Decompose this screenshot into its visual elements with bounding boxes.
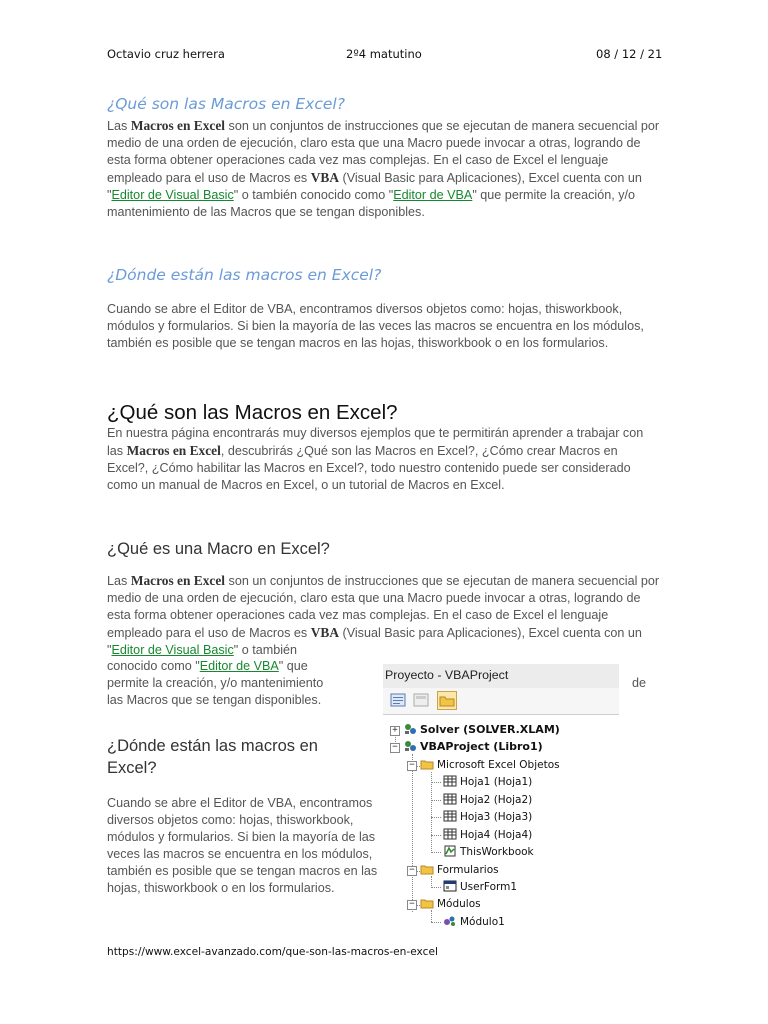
userform-icon (443, 880, 457, 892)
author-name: Octavio cruz herrera (107, 47, 225, 61)
section4-paragraph: Las Macros en Excel son un conjuntos de instrucciones que se ejecutan de manera secuencial por medio de una orden de ejecución, claro esta que una Macro puede invocar a otras, logrando de esta forma obtener operaciones cada vez mas complejas. En el caso de Excel el lenguaje empleado para el uso de Macros es VBA (Visual Basic para Aplicaciones), Excel cuenta con un "Editor de Visual Basic" o también (107, 573, 660, 658)
section5-title: ¿Dónde están las macros en Excel? (107, 737, 318, 777)
date-label: 08 / 12 / 21 (596, 47, 663, 61)
section4-paragraph-wrap: conocido como "Editor de VBA" que permite la creación, y/o mantenimiento las Macros que se tengan disponibles. (107, 659, 324, 708)
expand-solver-icon[interactable]: + (390, 726, 400, 736)
folder-icon (420, 758, 434, 770)
section4-title: ¿Qué es una Macro en Excel? (107, 540, 330, 558)
section3-paragraph: En nuestra página encontrarás muy diversos ejemplos que te permitirán aprender a trabajar con las Macros en Excel, descubrirás ¿Qué son las Macros en Excel?, ¿Cómo crear Macros en Excel?, ¿Cómo habilitar las Macros en Excel?, todo nuestro contenido puede ser considerado como un manual de Macros en Excel, o un tutorial de Macros en Excel. (107, 426, 644, 493)
vba-project-icon (403, 723, 417, 735)
section1-title: ¿Qué son las Macros en Excel? (107, 95, 345, 113)
folder-icon (420, 897, 434, 909)
collapse-modulos-icon[interactable]: − (407, 900, 417, 910)
worksheet-icon (443, 828, 457, 840)
tree-node-thisworkbook[interactable]: ThisWorkbook (443, 845, 534, 859)
tree-node-hoja1[interactable]: Hoja1 (Hoja1) (443, 775, 532, 789)
tree-node-modulos[interactable]: Módulos (420, 897, 481, 911)
workbook-icon (443, 845, 457, 857)
section1-paragraph: Las Macros en Excel son un conjuntos de instrucciones que se ejecutan de manera secuencial por medio de una orden de ejecución, claro esta que una Macro puede invocar a otras, logrando de esta forma obtener operaciones cada vez mas complejas. En el caso de Excel el lenguaje empleado para el uso de Macros es VBA (Visual Basic para Aplicaciones), Excel cuenta con un "Editor de Visual Basic" o también conocido como "Editor de VBA" que permite la creación, y/o mantenimiento de las Macros que se tengan disponibles. (107, 118, 660, 220)
group-label: 2º4 matutino (346, 47, 422, 61)
tree-node-hoja4[interactable]: Hoja4 (Hoja4) (443, 828, 532, 842)
link-editor-vba-2[interactable]: Editor de VBA (199, 659, 279, 673)
view-code-icon[interactable] (390, 693, 407, 708)
section2-title: ¿Dónde están las macros en Excel? (107, 266, 382, 284)
link-editor-vba[interactable]: Editor de VBA (393, 188, 473, 203)
section4-paragraph-tail: de (632, 676, 647, 690)
toggle-folders-icon[interactable] (437, 691, 457, 710)
section2-paragraph: Cuando se abre el Editor de VBA, encontramos diversos objetos como: hojas, thisworkbook, módulos y formularios. Si bien la mayoría de las veces las macros se encuentra en los módulos, también es posible que se tengan macros en las hojas, thisworkbook o en los formularios. (107, 302, 644, 351)
tree-node-vbaproject[interactable]: VBAProject (Libro1) (403, 740, 543, 754)
vba-project-icon (403, 740, 417, 752)
link-editor-visual-basic[interactable]: Editor de Visual Basic (111, 188, 234, 203)
collapse-project-icon[interactable]: − (390, 743, 400, 753)
vba-project-explorer (383, 664, 619, 932)
tree-node-userform1[interactable]: UserForm1 (443, 880, 517, 894)
collapse-objetos-icon[interactable]: − (407, 761, 417, 771)
tree-node-excel-objetos[interactable]: Microsoft Excel Objetos (420, 758, 560, 772)
worksheet-icon (443, 775, 457, 787)
vba-toolbar (383, 688, 619, 715)
tree-node-formularios[interactable]: Formularios (420, 863, 499, 877)
folder-icon (420, 863, 434, 875)
source-url[interactable]: https://www.excel-avanzado.com/que-son-las-macros-en-excel (107, 946, 438, 958)
section5-paragraph: Cuando se abre el Editor de VBA, encontramos diversos objetos como: hojas, thisworkbook, módulos y formularios. Si bien la mayoría de las veces las macros se encuentra en los módulos, también es posible que se tengan macros en las hojas, thisworkbook o en los formularios. (107, 796, 378, 896)
link-editor-visual-basic-2[interactable]: Editor de Visual Basic (111, 643, 234, 658)
worksheet-icon (443, 810, 457, 822)
worksheet-icon (443, 793, 457, 805)
view-object-icon[interactable] (413, 693, 430, 708)
tree-node-hoja3[interactable]: Hoja3 (Hoja3) (443, 810, 532, 824)
tree-node-solver[interactable]: Solver (SOLVER.XLAM) (403, 723, 560, 737)
module-icon (443, 915, 457, 927)
tree-node-modulo1[interactable]: Módulo1 (443, 915, 505, 929)
section3-title: ¿Qué son las Macros en Excel? (107, 401, 398, 424)
tree-node-hoja2[interactable]: Hoja2 (Hoja2) (443, 793, 532, 807)
collapse-formularios-icon[interactable]: − (407, 866, 417, 876)
vba-explorer-title: Proyecto - VBAProject (383, 664, 619, 688)
